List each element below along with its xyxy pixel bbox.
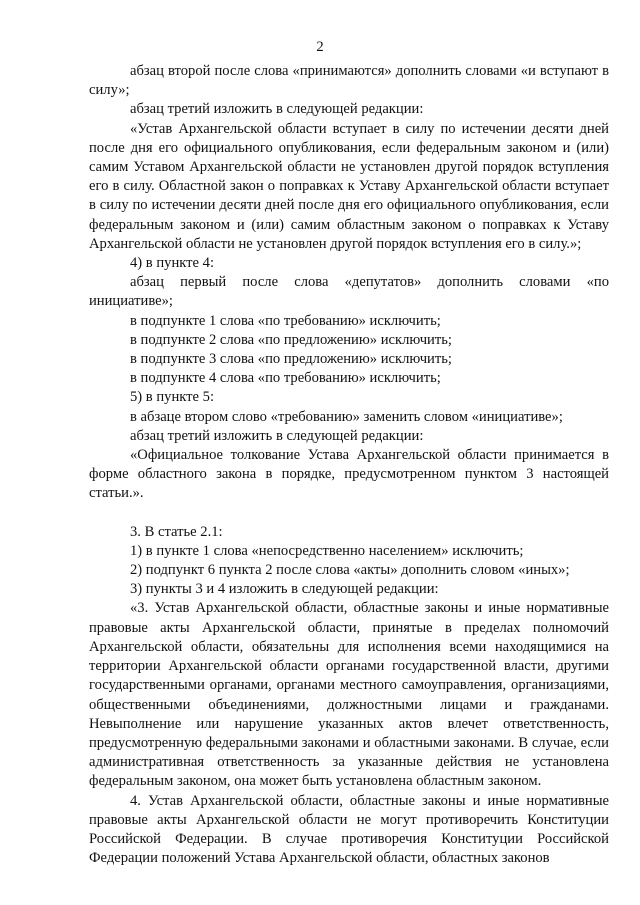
section-heading: 3. В статье 2.1: xyxy=(130,523,223,540)
quoted-paragraph: «Официальное толкование Устава Архангельской области принимается в форме областного закона в порядке, предусмотренном пунктом 3 настоящей статьи.». xyxy=(89,447,609,502)
paragraph: абзац второй после слова «принимаются» дополнить словами «и вступают в силу»; xyxy=(89,63,609,99)
item-heading: 4) в пункте 4: xyxy=(130,255,215,272)
list-item: в подпункте 4 слова «по требованию» исключить; xyxy=(130,370,441,387)
list-item: в подпункте 2 слова «по предложению» исключить; xyxy=(130,331,452,348)
section-spacer xyxy=(89,504,609,523)
quoted-paragraph: «3. Устав Архангельской области, областные законы и иные нормативные правовые акты Архангельской области, принятые в пределах полномочий Архангельской области, обязательны для исполнения всеми находящимися на территории Архангельской области органами государственной власти, другими государственными органами, органами местного самоуправления, организациями, общественными объединениями, должностными лицами и гражданами. Невыполнение или нарушение указанных актов влечет ответственность, предусмотренную федеральными законами и областными законами. В случае, если административная ответственность за указанные действия не установлена федеральным законом, она может быть установлена областным законом. xyxy=(89,600,609,790)
paragraph: в абзаце втором слово «требованию» заменить словом «инициативе»; xyxy=(130,408,563,425)
item-heading: 5) в пункте 5: xyxy=(130,389,215,406)
page-number: 2 xyxy=(316,39,324,55)
list-item: 3) пункты 3 и 4 изложить в следующей редакции: xyxy=(130,581,439,598)
list-item: в подпункте 1 слова «по требованию» исключить; xyxy=(130,312,441,329)
list-item: в подпункте 3 слова «по предложению» исключить; xyxy=(130,351,452,368)
document-body xyxy=(89,62,609,868)
paragraph: абзац третий изложить в следующей редакции: xyxy=(130,427,424,444)
paragraph: 4. Устав Архангельской области, областные законы и иные нормативные правовые акты Архангельской области не могут противоречить Конституции Российской Федерации. В случае противоречия Конституции Российской Федерации положений Устава Архангельской области, областных законов xyxy=(89,792,609,867)
list-item: 2) подпункт 6 пункта 2 после слова «акты» дополнить словом «иных»; xyxy=(130,562,570,579)
paragraph: абзац третий изложить в следующей редакции: xyxy=(130,101,424,118)
quoted-paragraph: «Устав Архангельской области вступает в силу по истечении десяти дней после дня его официального опубликования, если федеральным законом и (или) самим Уставом Архангельской области не установлен другой порядок вступления его в силу. Областной закон о поправках к Уставу Архангельской области вступает в силу по истечении десяти дней после дня его официального опубликования, если федеральным законом и (или) самим областным законом о поправках к Уставу Архангельской области не установлен другой порядок вступления его в силу.»; xyxy=(89,120,609,252)
list-item: 1) в пункте 1 слова «непосредственно населением» исключить; xyxy=(130,542,524,559)
paragraph: абзац первый после слова «депутатов» дополнить словами «по инициативе»; xyxy=(89,274,609,310)
